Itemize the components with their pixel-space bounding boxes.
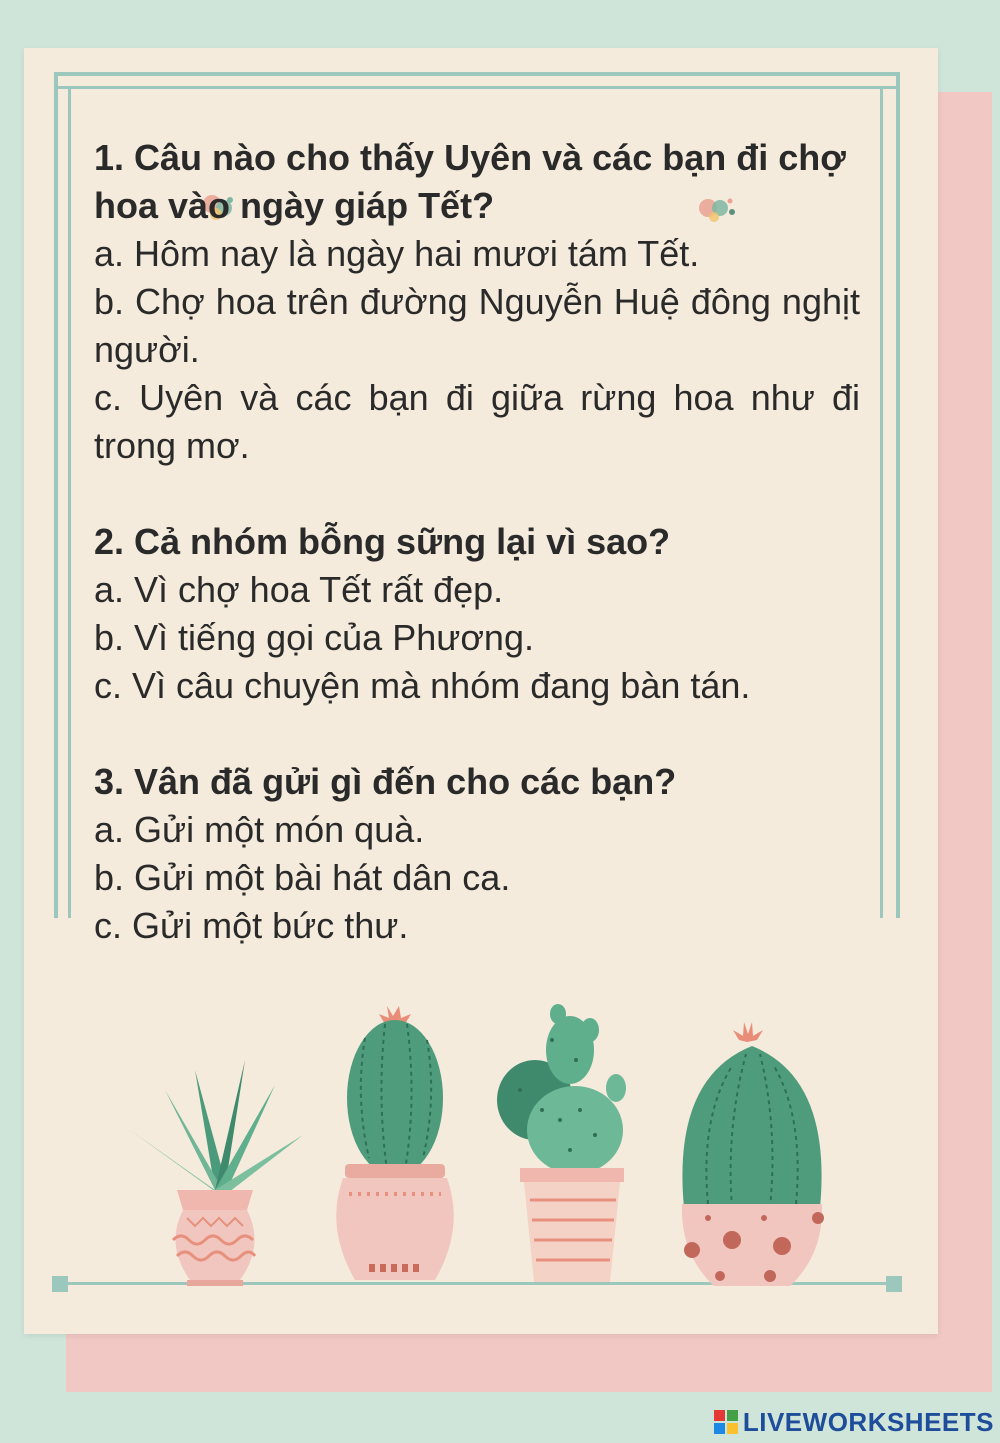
tall-cactus-icon bbox=[325, 998, 465, 1290]
liveworksheets-watermark bbox=[713, 1407, 994, 1437]
aloe-plant-icon bbox=[125, 1040, 305, 1290]
question-2-title: 2. Cả nhóm bỗng sững lại vì sao? bbox=[94, 521, 671, 562]
question-3-option-b[interactable]: b. Gửi một bài hát dân ca. bbox=[94, 857, 511, 898]
round-cactus-icon bbox=[672, 1018, 832, 1290]
question-list bbox=[94, 134, 860, 998]
paddle-cactus-icon bbox=[490, 1000, 640, 1290]
question-2-option-c[interactable]: c. Vì câu chuyện mà nhóm đang bàn tán. bbox=[94, 665, 751, 706]
frame-bottom-left-cap bbox=[52, 1276, 68, 1292]
frame-right-line-inner bbox=[880, 86, 883, 918]
question-2 bbox=[94, 518, 860, 710]
frame-bottom-right-cap bbox=[886, 1276, 902, 1292]
brand-text: LIVEWORKSHEETS bbox=[742, 1406, 994, 1437]
question-3-option-c[interactable]: c. Gửi một bức thư. bbox=[94, 905, 409, 946]
frame-right-line-outer bbox=[896, 72, 900, 918]
question-3-option-a[interactable]: a. Gửi một món quà. bbox=[94, 809, 425, 850]
question-1 bbox=[94, 134, 860, 470]
liveworksheets-logo-icon bbox=[713, 1409, 739, 1435]
question-1-option-a[interactable]: a. Hôm nay là ngày hai mươi tám Tết. bbox=[94, 233, 700, 274]
question-3 bbox=[94, 758, 860, 950]
frame-left-line-outer bbox=[54, 72, 58, 918]
question-3-title: 3. Vân đã gửi gì đến cho các bạn? bbox=[94, 761, 677, 802]
question-2-option-b[interactable]: b. Vì tiếng gọi của Phương. bbox=[94, 617, 534, 658]
frame-top-line-outer bbox=[54, 72, 900, 76]
question-2-option-a[interactable]: a. Vì chợ hoa Tết rất đẹp. bbox=[94, 569, 504, 610]
question-1-title: 1. Câu nào cho thấy Uyên và các bạn đi chợ hoa vào ngày giáp Tết? bbox=[94, 137, 846, 226]
frame-left-line-inner bbox=[68, 86, 71, 918]
question-1-option-c[interactable]: c. Uyên và các bạn đi giữa rừng hoa như đi trong mơ. bbox=[94, 377, 860, 466]
question-1-option-b[interactable]: b. Chợ hoa trên đường Nguyễn Huệ đông nghịt người. bbox=[94, 281, 860, 370]
frame-top-line-inner bbox=[54, 86, 900, 89]
